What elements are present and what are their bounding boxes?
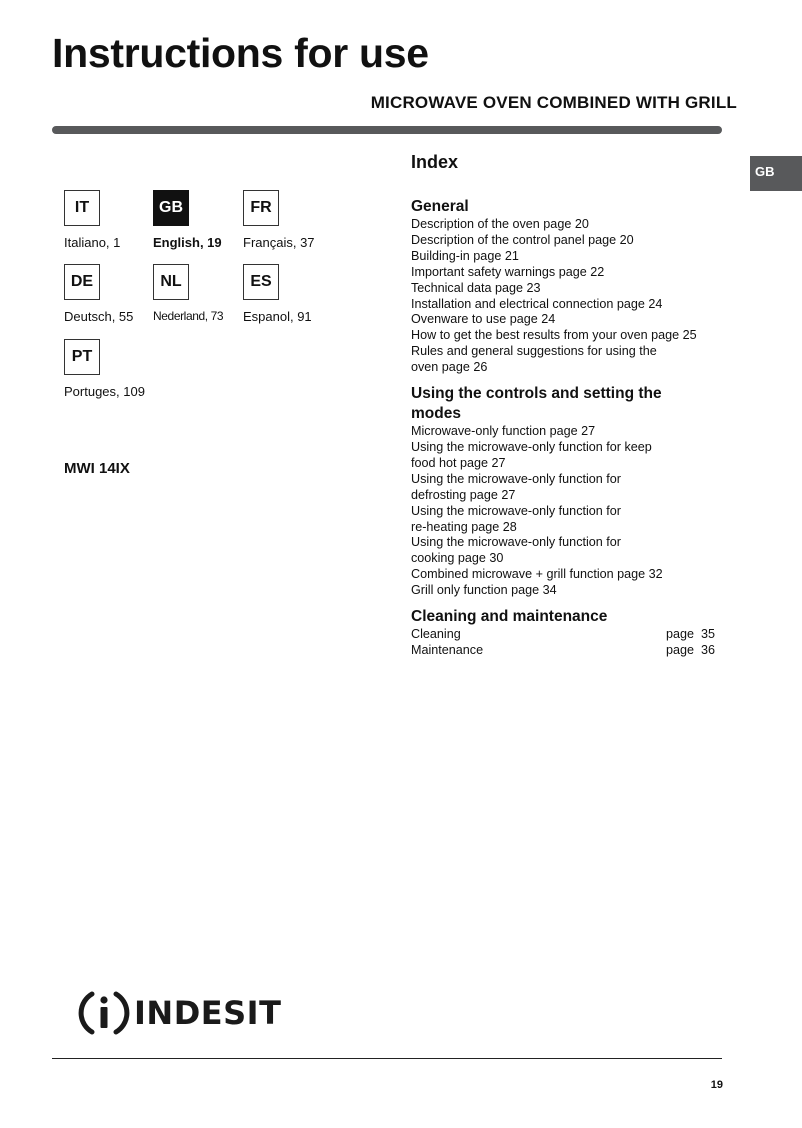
section-heading: Cleaning and maintenance: [411, 608, 608, 626]
model-number: MWI 14IX: [64, 460, 130, 477]
language-tab-gb: GB: [750, 156, 802, 191]
language-item-gb[interactable]: [153, 190, 253, 250]
language-code-box: NL: [153, 264, 189, 300]
language-name: English, 19: [153, 235, 222, 250]
index-entry-label: Maintenance: [411, 642, 484, 657]
index-entry[interactable]: Description of the control panel page 20: [411, 232, 634, 247]
index-entry[interactable]: Ovenware to use page 24: [411, 312, 556, 327]
index-entry[interactable]: Using the microwave-only function for: [411, 471, 621, 486]
language-item-nl[interactable]: [153, 264, 253, 323]
index-entry[interactable]: Using the microwave-only function for keep: [411, 439, 652, 454]
index-entry[interactable]: How to get the best results from your oven page 25: [411, 328, 697, 343]
page-number: 19: [710, 1079, 723, 1091]
index-entry[interactable]: [411, 643, 715, 659]
index-entry[interactable]: Technical data page 23: [411, 280, 541, 295]
index-section-cleaning: [411, 607, 731, 659]
index-entry[interactable]: [411, 627, 715, 643]
language-item-de[interactable]: [64, 264, 164, 324]
index-entry[interactable]: Important safety warnings page 22: [411, 264, 605, 279]
index-panel: [411, 152, 731, 667]
language-code-box: FR: [243, 190, 279, 226]
section-heading: Using the controls and setting the: [411, 385, 662, 403]
top-divider: [52, 126, 722, 134]
language-code-box: IT: [64, 190, 100, 226]
index-title: Index: [411, 152, 459, 172]
language-name: Portuges, 109: [64, 384, 145, 399]
section-heading-continued: modes: [411, 405, 461, 423]
index-entry[interactable]: Using the microwave-only function for: [411, 535, 621, 550]
index-entry-page: page 36: [665, 642, 715, 657]
document-title: Instructions for use: [52, 30, 429, 76]
index-entry[interactable]: oven page 26: [411, 360, 488, 375]
language-name: Italiano, 1: [64, 235, 121, 250]
language-item-fr[interactable]: [243, 190, 343, 250]
language-item-es[interactable]: [243, 264, 343, 324]
index-entry[interactable]: Using the microwave-only function for: [411, 503, 621, 518]
language-name: Deutsch, 55: [64, 309, 134, 324]
index-entry[interactable]: Installation and electrical connection page 24: [411, 296, 663, 311]
brand-wordmark: INDESIT: [134, 994, 282, 1032]
index-entry[interactable]: Building-in page 21: [411, 248, 519, 263]
index-entry[interactable]: Microwave-only function page 27: [411, 424, 596, 439]
indesit-circle-i-icon: [78, 988, 130, 1038]
index-entry-label: Cleaning: [411, 627, 461, 642]
indesit-logo: [78, 988, 281, 1038]
index-section-general: [411, 197, 731, 376]
language-code-box: DE: [64, 264, 100, 300]
index-section-controls: [411, 384, 731, 599]
language-code-box: GB: [153, 190, 189, 226]
section-heading: General: [411, 198, 469, 215]
index-entry[interactable]: Combined microwave + grill function page 32: [411, 567, 663, 582]
language-item-pt[interactable]: [64, 339, 164, 399]
language-name: Espanol, 91: [243, 309, 312, 324]
index-entry[interactable]: food hot page 27: [411, 455, 506, 470]
bottom-divider: [52, 1058, 722, 1059]
language-name: Français, 37: [243, 235, 315, 250]
language-code-box: ES: [243, 264, 279, 300]
language-code-box: PT: [64, 339, 100, 375]
index-entry[interactable]: Description of the oven page 20: [411, 217, 589, 231]
language-name: Nederland, 73: [153, 309, 224, 323]
index-entry[interactable]: cooking page 30: [411, 551, 504, 566]
index-entry[interactable]: defrosting page 27: [411, 487, 516, 502]
document-subtitle: MICROWAVE OVEN COMBINED WITH GRILL: [370, 93, 737, 112]
index-entry-page: page 35: [665, 627, 715, 642]
index-entry[interactable]: Grill only function page 34: [411, 583, 557, 598]
index-entry[interactable]: Rules and general suggestions for using the: [411, 344, 657, 359]
language-item-it[interactable]: [64, 190, 164, 250]
index-entry[interactable]: re-heating page 28: [411, 519, 517, 534]
